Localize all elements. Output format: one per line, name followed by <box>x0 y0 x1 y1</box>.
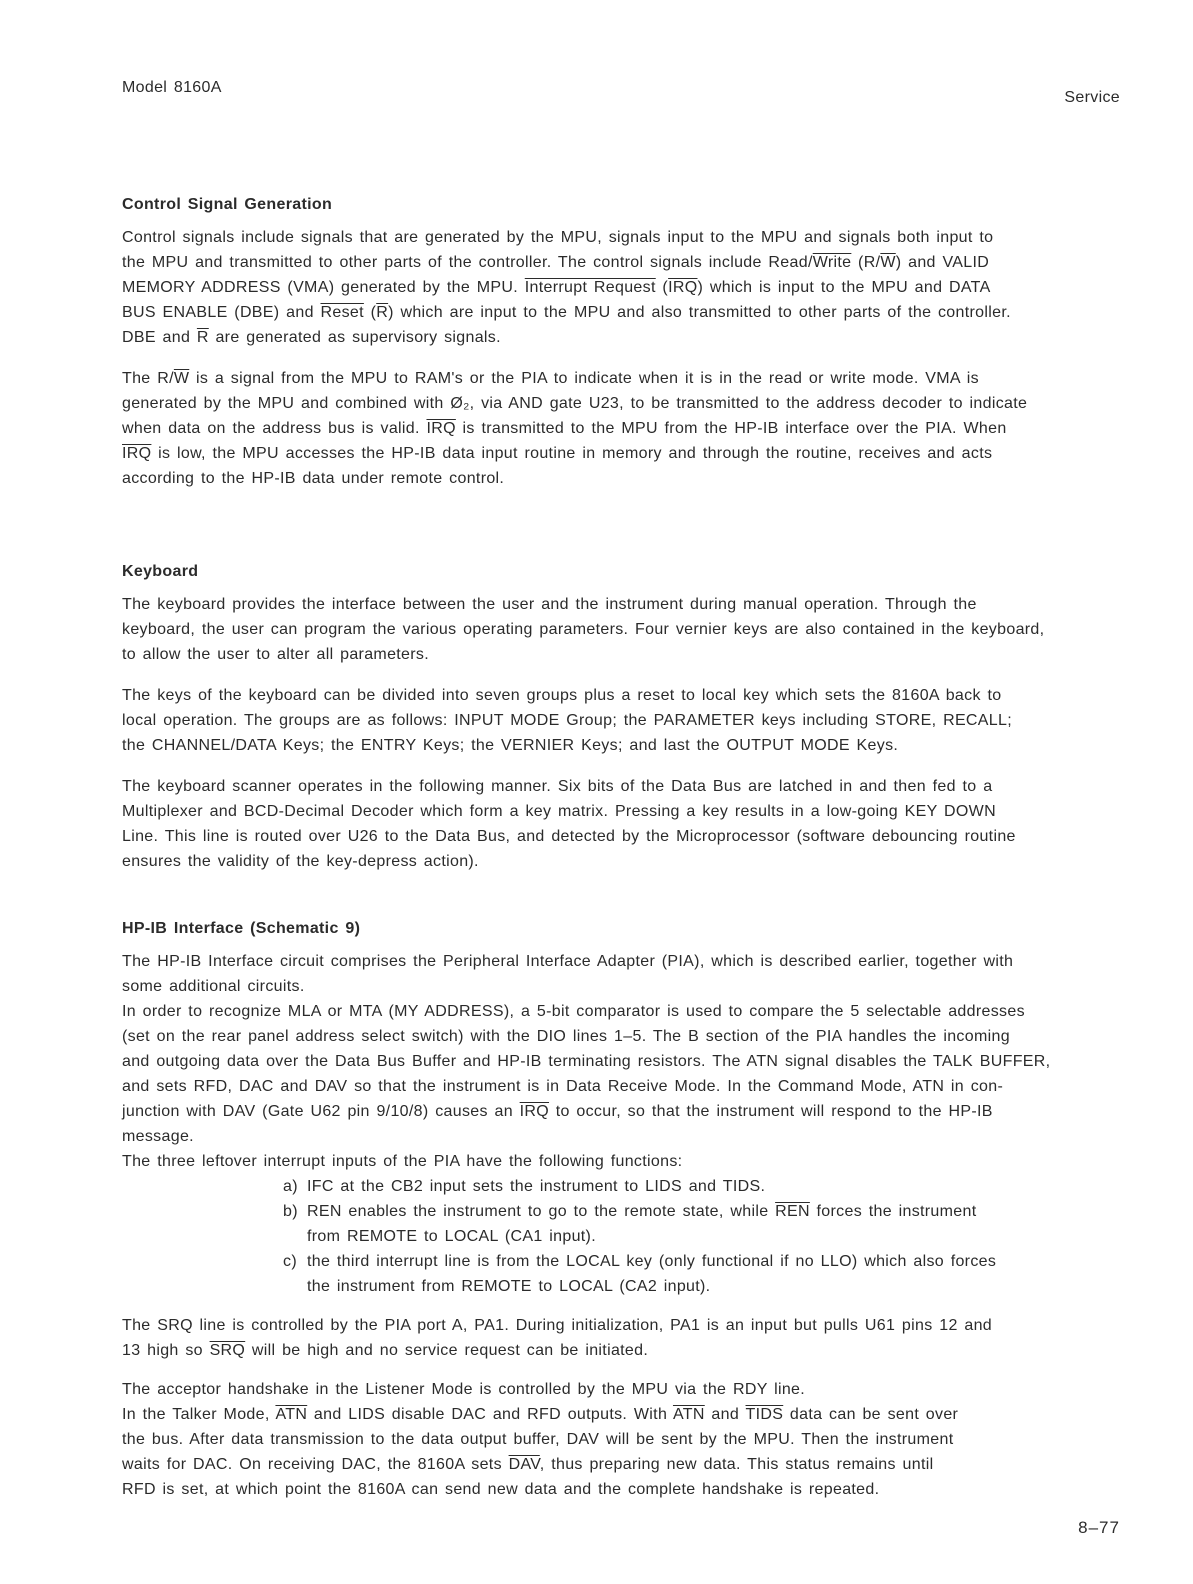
paragraph <box>122 774 1120 874</box>
text-run: The keyboard scanner operates in the following manner. Six bits of the Data Bus are latched in and then fed to a <box>122 778 993 795</box>
text-run: (set on the rear panel address select switch) with the DIO lines 1–5. The B section of the PIA handles the incoming <box>122 1028 1010 1045</box>
text-run: waits for DAC. On receiving DAC, the 8160A sets <box>122 1456 509 1473</box>
paragraph-line <box>122 466 1120 491</box>
text-run: junction with DAV (Gate U62 pin 9/10/8) causes an <box>122 1103 520 1120</box>
text-run: will be high and no service request can be initiated. <box>245 1342 649 1359</box>
text-run: 13 high so <box>122 1342 210 1359</box>
paragraph <box>122 949 1120 1174</box>
paragraph <box>122 592 1120 667</box>
text-run: forces the instrument <box>809 1203 977 1220</box>
paragraph-line <box>122 366 1120 391</box>
list-item-line <box>283 1249 1120 1274</box>
text-run: DBE and <box>122 329 197 346</box>
text-run: is transmitted to the MPU from the HP-IB interface over the PIA. When <box>455 420 1007 437</box>
text-run: ( <box>655 279 669 296</box>
paragraph-line <box>122 1124 1120 1149</box>
text-run: Line. This line is routed over U26 to the Data Bus, and detected by the Microprocessor (software debouncing routine <box>122 828 1016 845</box>
text-run: the third interrupt line is from the LOCAL key (only functional if no LLO) which also forces <box>307 1253 997 1270</box>
text-run: , thus preparing new data. This status remains until <box>539 1456 934 1473</box>
list-item <box>283 1249 1120 1299</box>
text-run: message. <box>122 1128 194 1145</box>
overline-signal: $\overline{IRQ}$ <box>668 279 698 296</box>
header-section-name: Service <box>1064 89 1120 106</box>
paragraph-line <box>122 1099 1120 1124</box>
text-run: and sets RFD, DAC and DAV so that the instrument is in Data Receive Mode. In the Command Mode, ATN in con- <box>122 1078 1004 1095</box>
page-header <box>122 78 1120 108</box>
overline-signal: $\overline{R}$ <box>376 304 389 321</box>
paragraph-line <box>122 1338 1120 1363</box>
paragraph-line <box>122 974 1120 999</box>
interrupt-function-list <box>122 1174 1120 1299</box>
paragraph-line <box>122 1313 1120 1338</box>
text-run: IFC at the CB2 input sets the instrument to LIDS and TIDS. <box>307 1178 766 1195</box>
paragraph-line <box>122 1477 1120 1502</box>
text-run: keyboard, the user can program the various operating parameters. Four vernier keys are also contained in the keyboard, <box>122 621 1045 638</box>
text-run: data can be sent over <box>783 1406 959 1423</box>
text-run: and outgoing data over the Data Bus Buffer and HP-IB terminating resistors. The ATN signal disables the TALK BUFFER, <box>122 1053 1051 1070</box>
list-item-line <box>307 1274 1120 1299</box>
text-run: according to the HP-IB data under remote control. <box>122 470 505 487</box>
overline-signal: $\overline{ATN}$ <box>672 1406 705 1423</box>
paragraph-line <box>122 849 1120 874</box>
paragraph-line <box>122 799 1120 824</box>
list-item <box>283 1174 1120 1199</box>
overline-signal: $\overline{SRQ}$ <box>209 1342 246 1359</box>
overline-signal: Reset <box>320 304 364 321</box>
text-run: The SRQ line is controlled by the PIA port A, PA1. During initialization, PA1 is an input but pulls U61 pins 12 and <box>122 1317 992 1334</box>
paragraph-line <box>122 300 1120 325</box>
paragraph-line <box>122 225 1120 250</box>
paragraph-line <box>122 1452 1120 1477</box>
overline-signal: $\overline{IRQ}$ <box>122 445 152 462</box>
overline-signal: $\overline{ATN}$ <box>275 1406 308 1423</box>
paragraph-line <box>122 1024 1120 1049</box>
text-run: (R/ <box>851 254 881 271</box>
paragraph <box>122 683 1120 758</box>
paragraph-line <box>122 733 1120 758</box>
paragraph-line <box>122 275 1120 300</box>
paragraph-line <box>122 708 1120 733</box>
paragraph-line <box>122 250 1120 275</box>
text-run: Control signals include signals that are generated by the MPU, signals input to the MPU and signals both input to <box>122 229 994 246</box>
text-run: RFD is set, at which point the 8160A can send new data and the complete handshake is repeated. <box>122 1481 880 1498</box>
paragraph <box>122 366 1120 491</box>
paragraph-line <box>122 824 1120 849</box>
overline-signal: Write <box>812 254 852 271</box>
text-run: and <box>704 1406 746 1423</box>
list-item-line <box>283 1199 1120 1224</box>
list-item-line <box>283 1174 1120 1199</box>
text-run: the MPU and transmitted to other parts of the controller. The control signals include Read/ <box>122 254 813 271</box>
text-run: the bus. After data transmission to the data output buffer, DAV will be sent by the MPU. Then the instrument <box>122 1431 954 1448</box>
list-item-label: c) <box>283 1253 297 1270</box>
text-run: The R/ <box>122 370 174 387</box>
text-run: local operation. The groups are as follows: INPUT MODE Group; the PARAMETER keys including STORE, RECALL; <box>122 712 1013 729</box>
paragraph <box>122 225 1120 350</box>
paragraph-line <box>122 441 1120 466</box>
list-item <box>283 1199 1120 1249</box>
text-run: Multiplexer and BCD-Decimal Decoder which form a key matrix. Pressing a key results in a low-going KEY DOWN <box>122 803 996 820</box>
text-run: The three leftover interrupt inputs of the PIA have the following functions: <box>122 1153 683 1170</box>
paragraph <box>122 1313 1120 1363</box>
paragraph-line <box>122 999 1120 1024</box>
text-run: to occur, so that the instrument will respond to the HP-IB <box>549 1103 993 1120</box>
paragraph-line <box>122 1149 1120 1174</box>
text-run: ) which is input to the MPU and DATA <box>697 279 991 296</box>
text-run: are generated as supervisory signals. <box>208 329 501 346</box>
text-run: when data on the address bus is valid. <box>122 420 427 437</box>
list-item-line <box>307 1224 1120 1249</box>
text-run: ) which are input to the MPU and also transmitted to other parts of the controller. <box>388 304 1011 321</box>
paragraph-line <box>122 391 1120 416</box>
text-run: is low, the MPU accesses the HP-IB data input routine in memory and through the routine, receives and acts <box>151 445 993 462</box>
page-number: 8–77 <box>1078 1518 1120 1537</box>
header-model-number: Model 8160A <box>122 79 222 96</box>
overline-signal: $\overline{R}$ <box>196 329 209 346</box>
text-run: ( <box>363 304 377 321</box>
overline-signal: $\overline{REN}$ <box>775 1203 810 1220</box>
paragraph-line <box>122 1427 1120 1452</box>
text-run: ) and VALID <box>895 254 990 271</box>
text-run: The keyboard provides the interface between the user and the instrument during manual operation. Through the <box>122 596 977 613</box>
text-run: In the Talker Mode, <box>122 1406 276 1423</box>
text-run: REN enables the instrument to go to the remote state, while <box>307 1203 776 1220</box>
list-item-label: b) <box>283 1203 298 1220</box>
text-run: the instrument from REMOTE to LOCAL (CA2 input). <box>307 1278 711 1295</box>
section-heading: Keyboard <box>122 563 199 580</box>
overline-signal: $\overline{IRQ}$ <box>426 420 456 437</box>
text-run: The keys of the keyboard can be divided into seven groups plus a reset to local key which sets the 8160A back to <box>122 687 1002 704</box>
text-run: from REMOTE to LOCAL (CA1 input). <box>307 1228 596 1245</box>
text-run: is a signal from the MPU to RAM's or the PIA to indicate when it is in the read or write mode. VMA is <box>189 370 979 387</box>
paragraph-line <box>122 1074 1120 1099</box>
text-run: BUS ENABLE (DBE) and <box>122 304 321 321</box>
list-item-label: a) <box>283 1178 298 1195</box>
overline-signal: $\overline{W}$ <box>173 370 190 387</box>
overline-signal: Interrupt Request <box>524 279 656 296</box>
text-run: The acceptor handshake in the Listener Mode is controlled by the MPU via the RDY line. <box>122 1381 806 1398</box>
text-run: the CHANNEL/DATA Keys; the ENTRY Keys; the VERNIER Keys; and last the OUTPUT MODE Keys. <box>122 737 899 754</box>
text-run: The HP-IB Interface circuit comprises the Peripheral Interface Adapter (PIA), which is described earlier, together with <box>122 953 1014 970</box>
paragraph-line <box>122 617 1120 642</box>
text-run: generated by the MPU and combined with Ø₂, via AND gate U23, to be transmitted to the address decoder to indicate <box>122 395 1028 412</box>
text-run: In order to recognize MLA or MTA (MY ADDRESS), a 5-bit comparator is used to compare the 5 selectable addresses <box>122 1003 1025 1020</box>
overline-signal: $\overline{DAV}$ <box>508 1456 540 1473</box>
text-run: to allow the user to alter all parameters. <box>122 646 430 663</box>
document-body <box>122 192 1120 1502</box>
text-run: and LIDS disable DAC and RFD outputs. With <box>307 1406 673 1423</box>
paragraph-line <box>122 325 1120 350</box>
paragraph-line <box>122 416 1120 441</box>
paragraph-line <box>122 949 1120 974</box>
overline-signal: $\overline{W}$ <box>880 254 896 271</box>
paragraph-line <box>122 642 1120 667</box>
overline-signal: $\overline{IRQ}$ <box>519 1103 550 1120</box>
paragraph-line <box>122 774 1120 799</box>
text-run: MEMORY ADDRESS (VMA) generated by the MPU. <box>122 279 525 296</box>
section-heading: Control Signal Generation <box>122 196 333 213</box>
overline-signal: TIDS <box>745 1406 784 1423</box>
section-heading: HP-IB Interface (Schematic 9) <box>122 920 361 937</box>
paragraph-line <box>122 1377 1120 1402</box>
paragraph-line <box>122 1049 1120 1074</box>
text-run: ensures the validity of the key-depress action). <box>122 853 479 870</box>
paragraph-line <box>122 1402 1120 1427</box>
paragraph-line <box>122 683 1120 708</box>
text-run: some additional circuits. <box>122 978 305 995</box>
paragraph <box>122 1377 1120 1502</box>
paragraph-line <box>122 592 1120 617</box>
